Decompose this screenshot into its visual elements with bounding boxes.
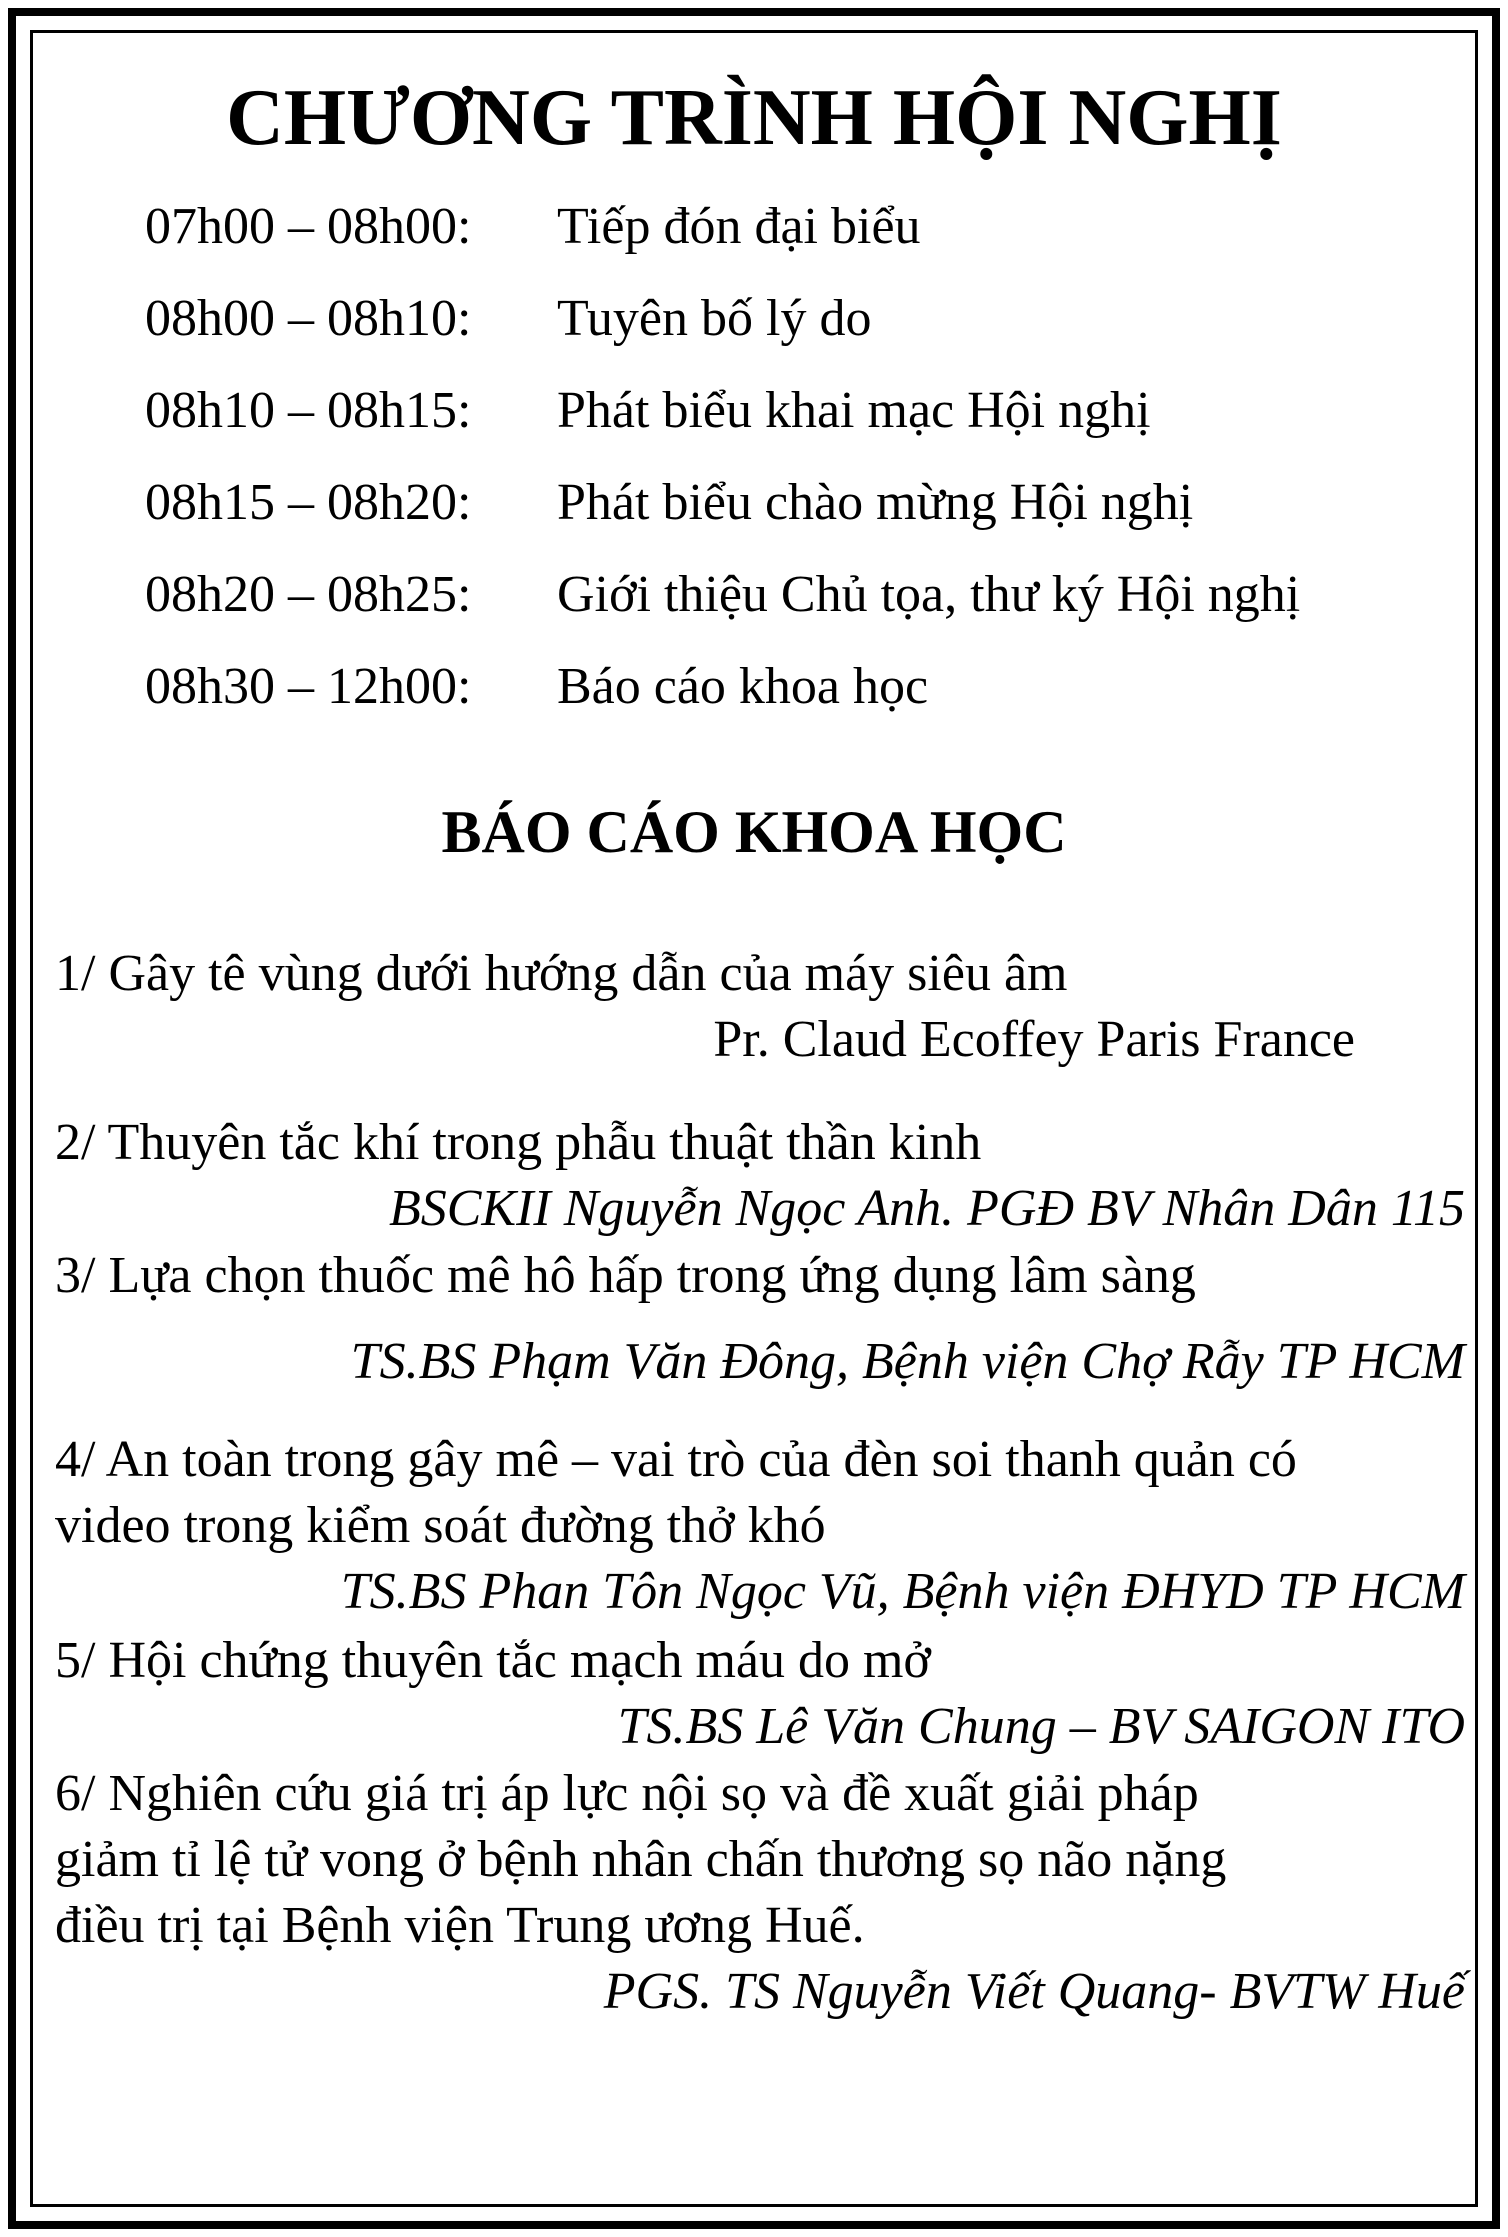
- schedule-time: 08h15 – 08h20:: [145, 473, 472, 531]
- report-title: video trong kiểm soát đường thở khó: [55, 1497, 826, 1554]
- report-title: 3/ Lựa chọn thuốc mê hô hấp trong ứng dụng lâm sàng: [55, 1247, 1196, 1304]
- schedule-row: [145, 456, 1300, 548]
- schedule-time: 08h20 – 08h25:: [145, 565, 472, 623]
- schedule-time: 08h00 – 08h10:: [145, 289, 472, 347]
- schedule-list: [145, 180, 1300, 732]
- report-title: 1/ Gây tê vùng dưới hướng dẫn của máy siêu âm: [55, 945, 1068, 1002]
- report-title: 6/ Nghiên cứu giá trị áp lực nội sọ và đề xuất giải pháp: [55, 1765, 1199, 1822]
- report-title: điều trị tại Bệnh viện Trung ương Huế.: [55, 1897, 865, 1954]
- report-author: PGS. TS Nguyễn Viết Quang- BVTW Huế: [603, 1963, 1465, 2020]
- schedule-activity: Phát biểu chào mừng Hội nghị: [557, 473, 1194, 531]
- schedule-activity: Giới thiệu Chủ tọa, thư ký Hội nghị: [557, 565, 1301, 623]
- schedule-time: 08h10 – 08h15:: [145, 381, 472, 439]
- report-item: [55, 1427, 1465, 1625]
- report-title: giảm tỉ lệ tử vong ở bệnh nhân chấn thương sọ não nặng: [55, 1831, 1227, 1888]
- schedule-row: [145, 364, 1300, 456]
- schedule-activity: Phát biểu khai mạc Hội nghị: [557, 381, 1151, 439]
- schedule-activity: Tuyên bố lý do: [557, 289, 872, 347]
- report-author: TS.BS Phan Tôn Ngọc Vũ, Bệnh viện ĐHYD TP HCM: [340, 1563, 1465, 1620]
- schedule-time: 07h00 – 08h00:: [145, 197, 472, 255]
- section-title: BÁO CÁO KHOA HỌC: [441, 799, 1067, 865]
- report-item: [55, 1761, 1465, 2025]
- report-author: Pr. Claud Ecoffey Paris France: [713, 1011, 1355, 1068]
- schedule-row: [145, 548, 1300, 640]
- report-author: TS.BS Lê Văn Chung – BV SAIGON ITO: [617, 1698, 1465, 1755]
- schedule-activity: Báo cáo khoa học: [557, 657, 929, 715]
- report-author: TS.BS Phạm Văn Đông, Bệnh viện Chợ Rẫy TP HCM: [350, 1333, 1465, 1390]
- schedule-time: 08h30 – 12h00:: [145, 657, 472, 715]
- schedule-row: [145, 640, 1300, 732]
- schedule-activity: Tiếp đón đại biểu: [557, 197, 921, 255]
- report-item: [55, 1628, 1465, 1760]
- report-title: 2/ Thuyên tắc khí trong phẫu thuật thần kinh: [55, 1114, 982, 1171]
- schedule-row: [145, 180, 1300, 272]
- report-title: 5/ Hội chứng thuyên tắc mạch máu do mở: [55, 1632, 931, 1689]
- report-title: 4/ An toàn trong gây mê – vai trò của đèn soi thanh quản có: [55, 1431, 1297, 1488]
- report-item: [55, 941, 1465, 1073]
- schedule-row: [145, 272, 1300, 364]
- page-title: CHƯƠNG TRÌNH HỘI NGHỊ: [226, 74, 1282, 162]
- report-item: [55, 1110, 1465, 1242]
- report-author: BSCKII Nguyễn Ngọc Anh. PGĐ BV Nhân Dân 115: [388, 1180, 1465, 1237]
- report-item: [55, 1243, 1465, 1395]
